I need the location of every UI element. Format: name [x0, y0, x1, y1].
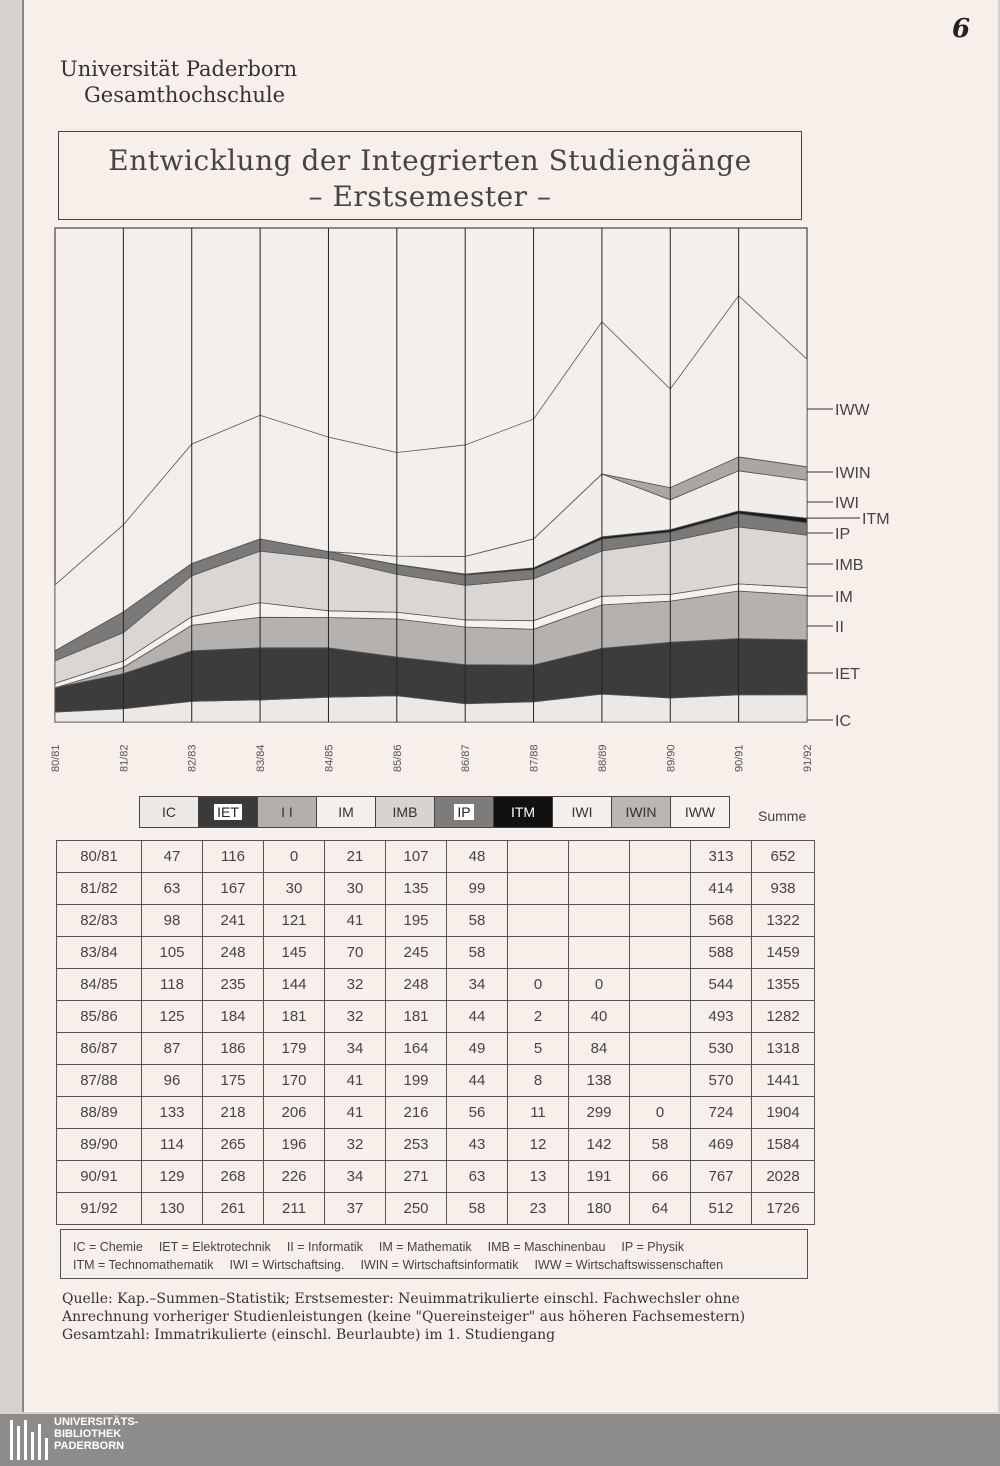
table-cell: 530	[691, 1033, 752, 1065]
table-cell	[630, 873, 691, 905]
table-cell: 98	[142, 905, 203, 937]
abbreviation-item: IM = Mathematik	[378, 1240, 472, 1254]
legend-cell-label: IWIN	[625, 804, 657, 820]
legend-cell-label: IMB	[392, 804, 418, 820]
series-label-iww: IWW	[835, 402, 870, 419]
table-cell: 0	[630, 1097, 691, 1129]
series-label-iet: IET	[835, 666, 860, 683]
abbreviation-item: IWIN = Wirtschaftsinformatik	[360, 1258, 519, 1272]
table-cell: 568	[691, 905, 752, 937]
table-cell: 588	[691, 937, 752, 969]
table-cell: 44	[447, 1065, 508, 1097]
table-cell: 66	[630, 1161, 691, 1193]
table-cell: 135	[386, 873, 447, 905]
table-cell: 299	[569, 1097, 630, 1129]
table-cell: 105	[142, 937, 203, 969]
table-cell: 58	[630, 1129, 691, 1161]
library-footer	[0, 1414, 1000, 1466]
legend-cell-itm	[493, 796, 553, 828]
table-cell: 30	[325, 873, 386, 905]
table-cell: 414	[691, 873, 752, 905]
table-cell: 253	[386, 1129, 447, 1161]
table-cell: 313	[691, 841, 752, 873]
table-sum-cell: 938	[752, 873, 815, 905]
legend-cell-label: IM	[338, 804, 354, 820]
table-cell: 191	[569, 1161, 630, 1193]
legend-cell-label: IWW	[684, 804, 716, 820]
table-cell	[569, 873, 630, 905]
library-name-line-3: PADERBORN	[54, 1440, 125, 1452]
legend-sum-label: Summe	[758, 808, 807, 824]
abbreviation-key	[60, 1229, 808, 1279]
table-cell: 41	[325, 1097, 386, 1129]
table-cell	[630, 1065, 691, 1097]
table-cell: 767	[691, 1161, 752, 1193]
table-cell: 724	[691, 1097, 752, 1129]
abbreviation-item: IMB = Maschinenbau	[487, 1240, 606, 1254]
x-tick-label: 91/92	[802, 744, 814, 772]
table-year-cell: 88/89	[57, 1097, 142, 1129]
table-row	[57, 1161, 815, 1193]
x-tick-label: 87/88	[528, 744, 541, 772]
table-cell: 216	[386, 1097, 447, 1129]
table-cell: 129	[142, 1161, 203, 1193]
table-cell: 44	[447, 1001, 508, 1033]
legend-cell-label: IP	[454, 804, 473, 820]
table-year-cell: 81/82	[57, 873, 142, 905]
library-name-line-1: UNIVERSITÄTS-	[54, 1416, 139, 1428]
table-cell: 58	[447, 1193, 508, 1225]
table-cell: 226	[264, 1161, 325, 1193]
university-name: Universität Paderborn	[60, 57, 298, 81]
table-cell: 125	[142, 1001, 203, 1033]
abbreviation-item: IWW = Wirtschaftswissenschaften	[534, 1258, 724, 1272]
series-label-ip: IP	[835, 526, 851, 543]
table-cell	[569, 841, 630, 873]
legend-cell-label: IET	[214, 804, 242, 820]
table-cell: 107	[386, 841, 447, 873]
table-cell: 180	[569, 1193, 630, 1225]
table-cell: 181	[264, 1001, 325, 1033]
table-row	[57, 1033, 815, 1065]
table-year-cell: 90/91	[57, 1161, 142, 1193]
table-row	[57, 905, 815, 937]
table-cell: 245	[386, 937, 447, 969]
table-year-cell: 89/90	[57, 1129, 142, 1161]
series-label-imb: IMB	[835, 557, 864, 574]
table-cell: 37	[325, 1193, 386, 1225]
x-tick-label: 89/90	[665, 744, 678, 772]
library-name	[54, 1416, 138, 1452]
table-year-cell: 84/85	[57, 969, 142, 1001]
table-sum-cell: 2028	[752, 1161, 815, 1193]
x-tick-label: 82/83	[186, 744, 199, 772]
table-cell: 121	[264, 905, 325, 937]
x-tick-label: 90/91	[733, 744, 746, 772]
table-cell: 11	[508, 1097, 569, 1129]
table-cell: 40	[569, 1001, 630, 1033]
table-cell: 87	[142, 1033, 203, 1065]
table-sum-cell: 1904	[752, 1097, 815, 1129]
table-year-cell: 80/81	[57, 841, 142, 873]
table-cell: 41	[325, 905, 386, 937]
table-cell	[569, 937, 630, 969]
table-cell: 133	[142, 1097, 203, 1129]
table-cell: 56	[447, 1097, 508, 1129]
table-cell: 138	[569, 1065, 630, 1097]
table-cell: 175	[203, 1065, 264, 1097]
table-cell: 63	[447, 1161, 508, 1193]
table-cell: 0	[569, 969, 630, 1001]
chart-subtitle: – Erstsemester –	[308, 180, 552, 213]
table-row	[57, 937, 815, 969]
table-cell: 170	[264, 1065, 325, 1097]
table-cell: 70	[325, 937, 386, 969]
table-row	[57, 1129, 815, 1161]
table-cell: 12	[508, 1129, 569, 1161]
table-cell: 34	[325, 1161, 386, 1193]
table-cell: 235	[203, 969, 264, 1001]
table-year-cell: 91/92	[57, 1193, 142, 1225]
abbreviation-item: IET = Elektrotechnik	[158, 1240, 271, 1254]
table-sum-cell: 1318	[752, 1033, 815, 1065]
legend-cell-ii	[257, 796, 317, 828]
table-cell: 84	[569, 1033, 630, 1065]
table-cell: 13	[508, 1161, 569, 1193]
table-cell: 32	[325, 1001, 386, 1033]
table-cell: 179	[264, 1033, 325, 1065]
table-cell: 248	[386, 969, 447, 1001]
series-label-ii: II	[835, 619, 844, 636]
table-sum-cell: 1726	[752, 1193, 815, 1225]
source-line-3: Gesamtzahl: Immatrikulierte (einschl. Beurlaubte) im 1. Studiengang	[62, 1327, 556, 1343]
table-year-cell: 83/84	[57, 937, 142, 969]
table-cell: 32	[325, 969, 386, 1001]
x-tick-label: 80/81	[50, 744, 62, 772]
data-table	[56, 840, 815, 1225]
library-name-line-2: BIBLIOTHEK	[54, 1428, 122, 1440]
x-tick-label: 81/82	[118, 744, 131, 772]
table-cell: 130	[142, 1193, 203, 1225]
legend-cell-iww	[670, 796, 730, 828]
table-cell: 248	[203, 937, 264, 969]
table-cell	[508, 905, 569, 937]
legend-cell-label: IWI	[571, 804, 593, 820]
table-year-cell: 87/88	[57, 1065, 142, 1097]
table-cell	[630, 969, 691, 1001]
series-label-im: IM	[835, 589, 853, 606]
legend-cell-label: ITM	[510, 804, 536, 820]
table-cell: 114	[142, 1129, 203, 1161]
legend-cell-iet	[198, 796, 258, 828]
table-cell: 41	[325, 1065, 386, 1097]
source-line-2: Anrechnung vorheriger Studienleistungen (keine "Quereinsteiger" aus höheren Fachsemestern)	[62, 1309, 746, 1325]
table-cell: 32	[325, 1129, 386, 1161]
table-cell: 145	[264, 937, 325, 969]
table-cell	[630, 1033, 691, 1065]
page-number: 6	[952, 14, 971, 44]
table-cell: 0	[508, 969, 569, 1001]
legend-cell-label: I I	[281, 804, 293, 820]
table-sum-cell: 1355	[752, 969, 815, 1001]
table-cell: 199	[386, 1065, 447, 1097]
table-cell: 261	[203, 1193, 264, 1225]
table-row	[57, 841, 815, 873]
table-cell: 544	[691, 969, 752, 1001]
table-sum-cell: 652	[752, 841, 815, 873]
table-cell	[630, 1001, 691, 1033]
table-cell: 142	[569, 1129, 630, 1161]
table-cell	[630, 905, 691, 937]
abbreviation-item: IP = Physik	[621, 1240, 685, 1254]
series-label-ic: IC	[835, 713, 851, 730]
x-tick-label: 86/87	[460, 744, 473, 772]
series-label-itm: ITM	[862, 511, 890, 528]
source-line-1: Quelle: Kap.–Summen–Statistik; Erstsemester: Neuimmatrikulierte einschl. Fachwechsler ohne	[62, 1291, 740, 1307]
table-cell: 116	[203, 841, 264, 873]
table-cell: 8	[508, 1065, 569, 1097]
table-cell: 218	[203, 1097, 264, 1129]
table-cell: 184	[203, 1001, 264, 1033]
source-note	[62, 1290, 745, 1344]
legend-cell-imb	[375, 796, 435, 828]
abbreviation-item: IC = Chemie	[73, 1240, 143, 1254]
table-row	[57, 1065, 815, 1097]
table-cell: 5	[508, 1033, 569, 1065]
legend-cell-ip	[434, 796, 494, 828]
table-cell: 164	[386, 1033, 447, 1065]
table-row	[57, 1097, 815, 1129]
legend-cell-label: IC	[162, 804, 176, 820]
table-cell: 43	[447, 1129, 508, 1161]
table-cell: 268	[203, 1161, 264, 1193]
table-cell: 96	[142, 1065, 203, 1097]
abbreviation-item: II = Informatik	[286, 1240, 363, 1254]
library-logo-icon	[8, 1418, 50, 1462]
chart-title: Entwicklung der Integrierten Studiengänge	[108, 144, 752, 177]
table-cell	[508, 841, 569, 873]
table-year-cell: 85/86	[57, 1001, 142, 1033]
table-cell: 469	[691, 1129, 752, 1161]
table-cell: 63	[142, 873, 203, 905]
table-cell	[508, 937, 569, 969]
x-tick-label: 88/89	[596, 744, 609, 772]
table-year-cell: 82/83	[57, 905, 142, 937]
table-cell: 167	[203, 873, 264, 905]
table-cell: 512	[691, 1193, 752, 1225]
table-cell: 195	[386, 905, 447, 937]
table-cell: 64	[630, 1193, 691, 1225]
table-row	[57, 873, 815, 905]
table-sum-cell: 1584	[752, 1129, 815, 1161]
abbreviation-item: IWI = Wirtschaftsing.	[229, 1258, 345, 1272]
table-cell	[630, 937, 691, 969]
table-cell: 265	[203, 1129, 264, 1161]
table-year-cell: 86/87	[57, 1033, 142, 1065]
legend-cell-ic	[139, 796, 199, 828]
series-label-iwin: IWIN	[835, 465, 871, 482]
table-cell: 34	[325, 1033, 386, 1065]
table-cell: 30	[264, 873, 325, 905]
table-cell: 99	[447, 873, 508, 905]
x-tick-label: 85/86	[391, 744, 404, 772]
table-cell: 21	[325, 841, 386, 873]
series-label-iwi: IWI	[835, 495, 859, 512]
table-row	[57, 1193, 815, 1225]
table-cell: 241	[203, 905, 264, 937]
legend-strip	[140, 796, 730, 828]
table-cell: 144	[264, 969, 325, 1001]
table-cell	[630, 841, 691, 873]
table-sum-cell: 1322	[752, 905, 815, 937]
table-row	[57, 1001, 815, 1033]
table-cell: 186	[203, 1033, 264, 1065]
table-cell	[569, 905, 630, 937]
table-cell: 48	[447, 841, 508, 873]
table-cell: 196	[264, 1129, 325, 1161]
abbreviation-row-1	[73, 1240, 801, 1254]
table-cell: 34	[447, 969, 508, 1001]
table-cell: 206	[264, 1097, 325, 1129]
table-cell: 23	[508, 1193, 569, 1225]
table-cell: 570	[691, 1065, 752, 1097]
table-cell: 2	[508, 1001, 569, 1033]
table-row	[57, 969, 815, 1001]
table-cell: 49	[447, 1033, 508, 1065]
university-subtitle: Gesamthochschule	[84, 83, 286, 107]
table-sum-cell: 1282	[752, 1001, 815, 1033]
table-cell: 118	[142, 969, 203, 1001]
table-cell: 250	[386, 1193, 447, 1225]
table-cell: 181	[386, 1001, 447, 1033]
table-cell: 58	[447, 905, 508, 937]
table-cell	[508, 873, 569, 905]
abbreviation-row-2	[73, 1258, 801, 1272]
table-cell: 271	[386, 1161, 447, 1193]
x-tick-label: 83/84	[255, 744, 268, 772]
abbreviation-item: ITM = Technomathematik	[73, 1258, 214, 1272]
table-cell: 211	[264, 1193, 325, 1225]
legend-cell-iwi	[552, 796, 612, 828]
legend-cell-iwin	[611, 796, 671, 828]
table-cell: 493	[691, 1001, 752, 1033]
table-sum-cell: 1441	[752, 1065, 815, 1097]
table-cell: 0	[264, 841, 325, 873]
table-sum-cell: 1459	[752, 937, 815, 969]
table-cell: 47	[142, 841, 203, 873]
table-cell: 58	[447, 937, 508, 969]
legend-cell-im	[316, 796, 376, 828]
x-tick-label: 84/85	[323, 744, 336, 772]
